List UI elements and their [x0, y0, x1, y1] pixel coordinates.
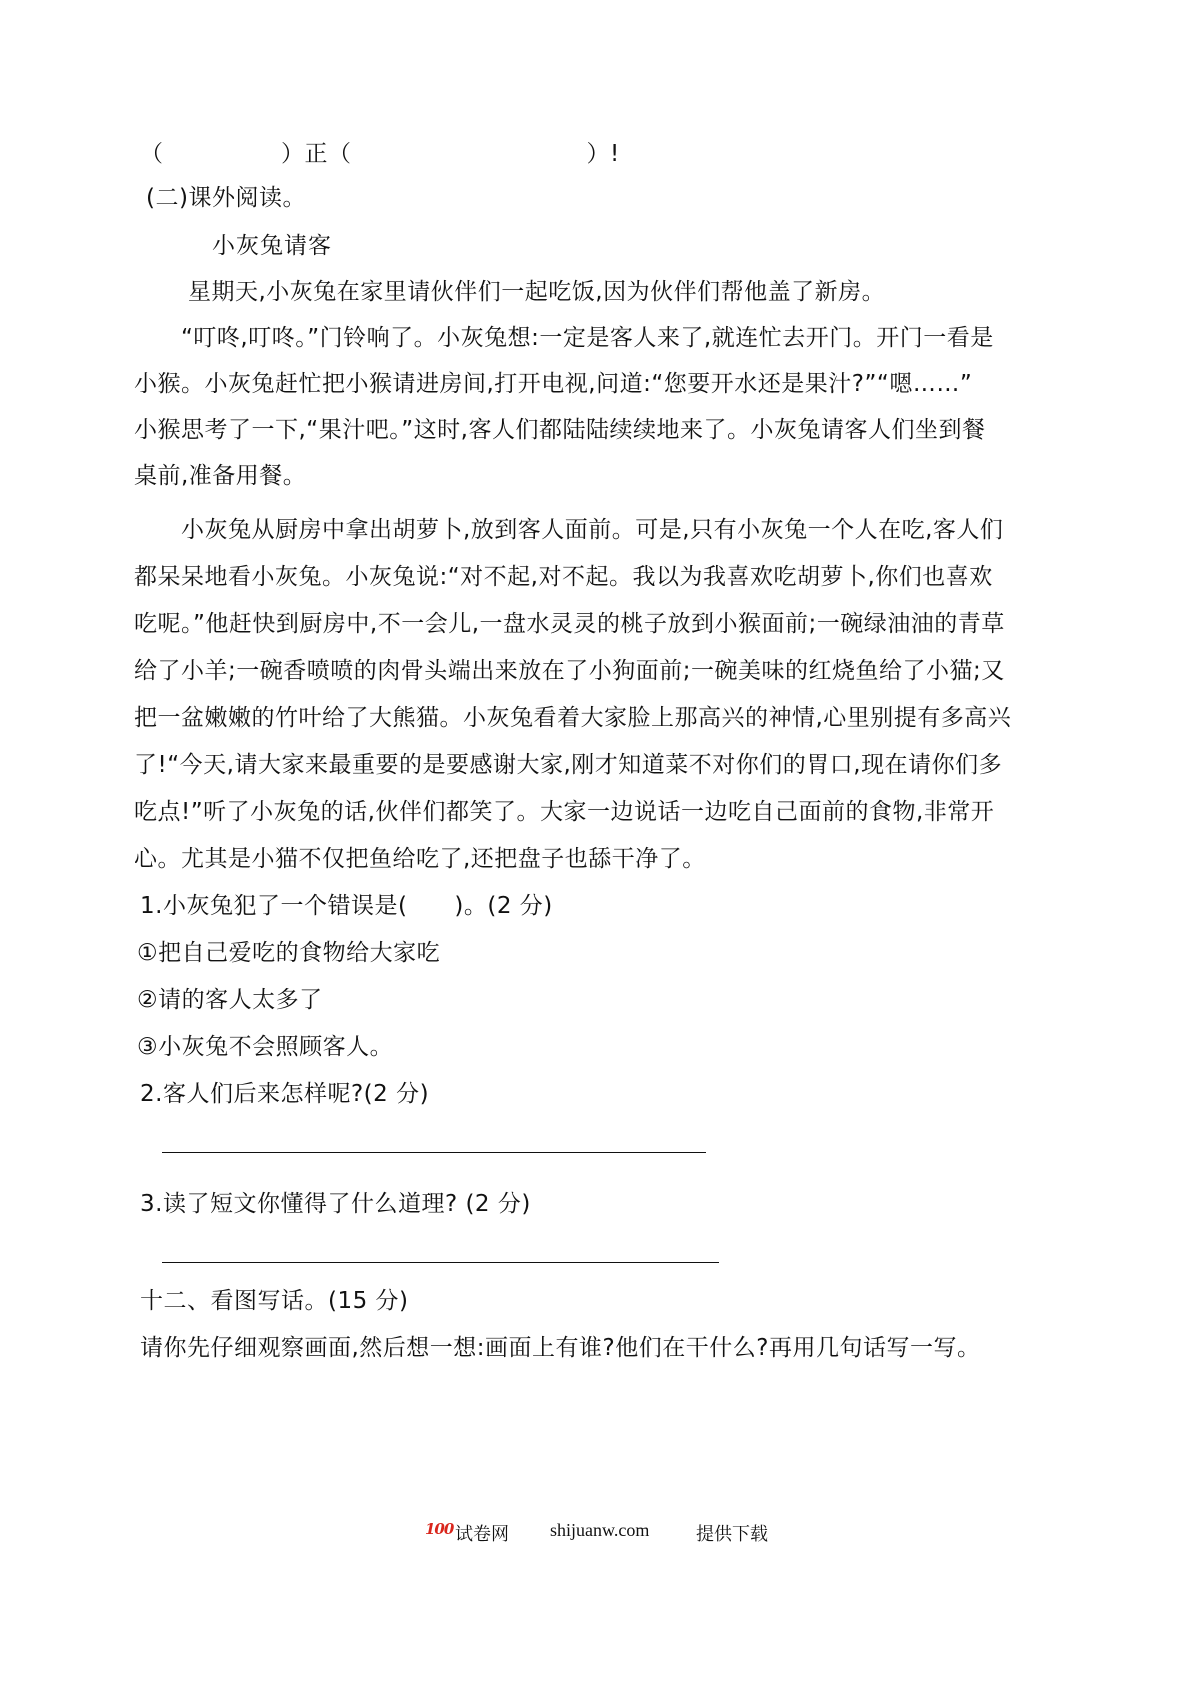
site-logo: 100	[425, 1520, 454, 1538]
story-line: 小灰兔从厨房中拿出胡萝卜,放到客人面前。可是,只有小灰兔一个人在吃,客人们	[181, 517, 1004, 543]
story-line: 给了小羊;一碗香喷喷的肉骨头端出来放在了小狗面前;一碗美味的红烧鱼给了小猫;又	[134, 658, 1005, 684]
story-line: 吃点!”听了小灰兔的话,伙伴们都笑了。大家一边说话一边吃自己面前的食物,非常开	[134, 799, 995, 825]
question-1-option: ①把自己爱吃的食物给大家吃	[137, 940, 441, 966]
question-2: 2.客人们后来怎样呢?(2 分)	[140, 1081, 430, 1107]
story-line: 桌前,准备用餐。	[134, 463, 307, 489]
fill-in-blank-line: （ ）正（ ）!	[140, 141, 620, 167]
question-3: 3.读了短文你懂得了什么道理? (2 分)	[140, 1191, 531, 1217]
question-1: 1.小灰兔犯了一个错误是( )。(2 分)	[140, 893, 553, 919]
question-3-answer-line[interactable]	[162, 1262, 719, 1263]
question-2-answer-line[interactable]	[162, 1152, 706, 1153]
story-line: 心。尤其是小猫不仅把鱼给吃了,还把盘子也舔干净了。	[134, 846, 706, 872]
story-line: 把一盆嫩嫩的竹叶给了大熊猫。小灰兔看着大家脸上那高兴的神情,心里别提有多高兴	[134, 705, 1012, 731]
story-line: “叮咚,叮咚。”门铃响了。小灰兔想:一定是客人来了,就连忙去开门。开门一看是	[181, 325, 994, 351]
footer-tagline: 提供下载	[696, 1524, 768, 1545]
question-1-option: ②请的客人太多了	[137, 987, 323, 1013]
section-heading: (二)课外阅读。	[146, 185, 306, 211]
section-12-heading: 十二、看图写话。(15 分)	[140, 1288, 409, 1314]
site-url: shijuanw.com	[550, 1520, 650, 1540]
story-title: 小灰兔请客	[212, 233, 332, 259]
story-line: 小猴思考了一下,“果汁吧。”这时,客人们都陆陆续续地来了。小灰兔请客人们坐到餐	[134, 417, 986, 443]
story-line: 星期天,小灰兔在家里请伙伴们一起吃饭,因为伙伴们帮他盖了新房。	[188, 279, 886, 305]
story-line: 吃呢。”他赶快到厨房中,不一会儿,一盘水灵灵的桃子放到小猴面前;一碗绿油油的青草	[134, 611, 1005, 637]
section-12-prompt: 请你先仔细观察画面,然后想一想:画面上有谁?他们在干什么?再用几句话写一写。	[140, 1335, 981, 1361]
story-line: 都呆呆地看小灰兔。小灰兔说:“对不起,对不起。我以为我喜欢吃胡萝卜,你们也喜欢	[134, 564, 993, 590]
page-footer	[0, 1520, 1191, 1550]
question-1-option: ③小灰兔不会照顾客人。	[137, 1034, 394, 1060]
story-line: 小猴。小灰兔赶忙把小猴请进房间,打开电视,问道:“您要开水还是果汁?”“嗯……”	[134, 371, 973, 397]
story-line: 了!“今天,请大家来最重要的是要感谢大家,刚才知道菜不对你们的胃口,现在请你们多	[134, 752, 1003, 778]
site-name: 试卷网	[455, 1524, 509, 1545]
